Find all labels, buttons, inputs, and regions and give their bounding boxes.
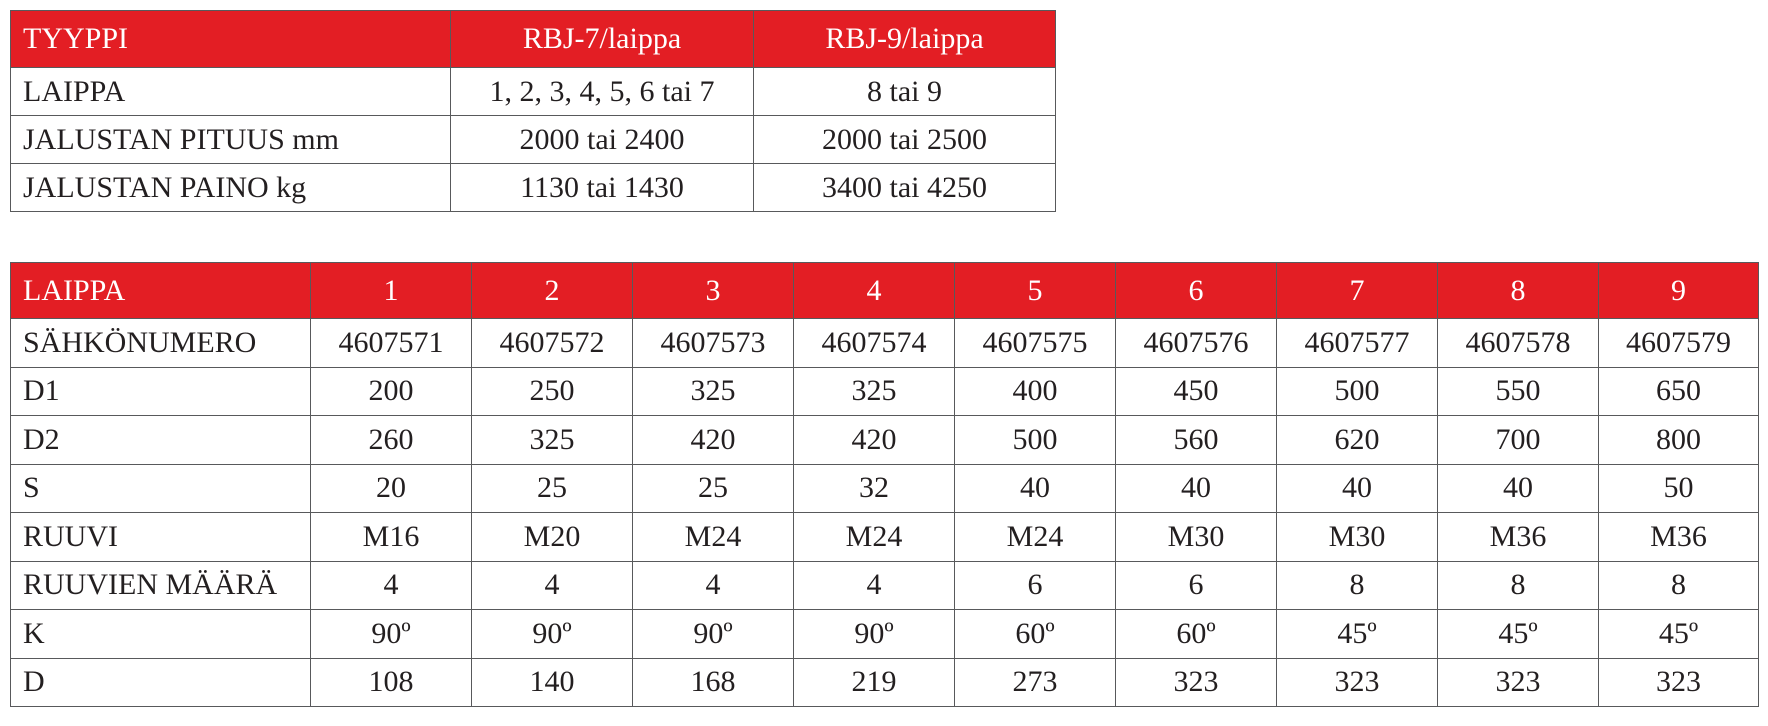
table-cell: 323: [1438, 658, 1599, 707]
table-cell: 4607572: [472, 319, 633, 368]
table-cell: 323: [1116, 658, 1277, 707]
table-cell: 40: [955, 464, 1116, 513]
row-label: RUUVIEN MÄÄRÄ: [11, 561, 311, 610]
table-cell: 108: [311, 658, 472, 707]
row-label: SÄHKÖNUMERO: [11, 319, 311, 368]
table-cell: 325: [633, 367, 794, 416]
table-row: [11, 68, 1056, 116]
row-label: LAIPPA: [11, 68, 451, 116]
table-cell: 500: [1277, 367, 1438, 416]
row-label: RUUVI: [11, 513, 311, 562]
table-cell: 260: [311, 416, 472, 465]
table-cell: 4: [794, 561, 955, 610]
table-cell: 4: [633, 561, 794, 610]
table-cell: 90º: [311, 610, 472, 659]
table-row: [11, 561, 1759, 610]
table-cell: 40: [1438, 464, 1599, 513]
table-cell: 45º: [1277, 610, 1438, 659]
table-cell: 140: [472, 658, 633, 707]
table-cell: 4607579: [1599, 319, 1759, 368]
row-label: D1: [11, 367, 311, 416]
table-cell: 4: [472, 561, 633, 610]
table-cell: 90º: [794, 610, 955, 659]
row-label: D: [11, 658, 311, 707]
header-cell: RBJ-7/laippa: [451, 11, 754, 68]
table-cell: 4607573: [633, 319, 794, 368]
row-label: K: [11, 610, 311, 659]
table-cell: 500: [955, 416, 1116, 465]
row-label: JALUSTAN PITUUS mm: [11, 116, 451, 164]
flange-table: [10, 262, 1759, 707]
table-cell: 60º: [955, 610, 1116, 659]
table-cell: 323: [1599, 658, 1759, 707]
table-cell: 200: [311, 367, 472, 416]
header-cell: 1: [311, 263, 472, 319]
row-label: D2: [11, 416, 311, 465]
table-cell: 25: [472, 464, 633, 513]
table-cell: 60º: [1116, 610, 1277, 659]
table-cell: 4607575: [955, 319, 1116, 368]
header-cell: TYYPPI: [11, 11, 451, 68]
table-cell: 8: [1599, 561, 1759, 610]
table-cell: 4607577: [1277, 319, 1438, 368]
table-row: [11, 464, 1759, 513]
table-cell: 650: [1599, 367, 1759, 416]
table-cell: 40: [1277, 464, 1438, 513]
table-cell: 4607578: [1438, 319, 1599, 368]
table-cell: 25: [633, 464, 794, 513]
table-cell: 420: [633, 416, 794, 465]
table-row: [11, 164, 1056, 212]
table-row: [11, 513, 1759, 562]
table-cell: 560: [1116, 416, 1277, 465]
table-cell: 4: [311, 561, 472, 610]
table-cell: 32: [794, 464, 955, 513]
table-cell: 2000 tai 2400: [451, 116, 754, 164]
table-cell: M36: [1599, 513, 1759, 562]
table-cell: 3400 tai 4250: [754, 164, 1056, 212]
table-cell: 45º: [1599, 610, 1759, 659]
table-header-row: [11, 263, 1759, 319]
row-label: S: [11, 464, 311, 513]
table-cell: M24: [794, 513, 955, 562]
table-cell: 4607571: [311, 319, 472, 368]
table-cell: M24: [955, 513, 1116, 562]
table-cell: 6: [1116, 561, 1277, 610]
table-row: [11, 319, 1759, 368]
table-cell: 2000 tai 2500: [754, 116, 1056, 164]
type-table: [10, 10, 1056, 212]
table-row: [11, 367, 1759, 416]
table-cell: 550: [1438, 367, 1599, 416]
row-label: JALUSTAN PAINO kg: [11, 164, 451, 212]
table-cell: M24: [633, 513, 794, 562]
table-cell: M36: [1438, 513, 1599, 562]
header-cell: 8: [1438, 263, 1599, 319]
table-cell: 8: [1277, 561, 1438, 610]
table-cell: 325: [794, 367, 955, 416]
table-cell: 700: [1438, 416, 1599, 465]
table-cell: M20: [472, 513, 633, 562]
table-cell: 1, 2, 3, 4, 5, 6 tai 7: [451, 68, 754, 116]
table-cell: 620: [1277, 416, 1438, 465]
table-cell: 800: [1599, 416, 1759, 465]
table-cell: 50: [1599, 464, 1759, 513]
table-cell: 45º: [1438, 610, 1599, 659]
header-cell: 5: [955, 263, 1116, 319]
table-cell: 90º: [472, 610, 633, 659]
table-header-row: [11, 11, 1056, 68]
table-cell: 8: [1438, 561, 1599, 610]
table-row: [11, 416, 1759, 465]
table-cell: 450: [1116, 367, 1277, 416]
header-cell: RBJ-9/laippa: [754, 11, 1056, 68]
table-cell: 273: [955, 658, 1116, 707]
table-cell: 323: [1277, 658, 1438, 707]
header-cell: 4: [794, 263, 955, 319]
table-cell: 6: [955, 561, 1116, 610]
table-cell: M30: [1277, 513, 1438, 562]
table-cell: 8 tai 9: [754, 68, 1056, 116]
table-cell: 40: [1116, 464, 1277, 513]
header-cell: 6: [1116, 263, 1277, 319]
header-cell: 7: [1277, 263, 1438, 319]
table-cell: 90º: [633, 610, 794, 659]
header-cell: 9: [1599, 263, 1759, 319]
header-cell: 3: [633, 263, 794, 319]
table-cell: 219: [794, 658, 955, 707]
table-row: [11, 610, 1759, 659]
table-cell: M16: [311, 513, 472, 562]
header-cell: 2: [472, 263, 633, 319]
table-row: [11, 658, 1759, 707]
table-cell: 250: [472, 367, 633, 416]
table-cell: 20: [311, 464, 472, 513]
table-cell: M30: [1116, 513, 1277, 562]
header-cell: LAIPPA: [11, 263, 311, 319]
table-cell: 4607574: [794, 319, 955, 368]
table-cell: 1130 tai 1430: [451, 164, 754, 212]
table-cell: 4607576: [1116, 319, 1277, 368]
table-cell: 168: [633, 658, 794, 707]
table-row: [11, 116, 1056, 164]
table-cell: 400: [955, 367, 1116, 416]
table-cell: 325: [472, 416, 633, 465]
table-cell: 420: [794, 416, 955, 465]
